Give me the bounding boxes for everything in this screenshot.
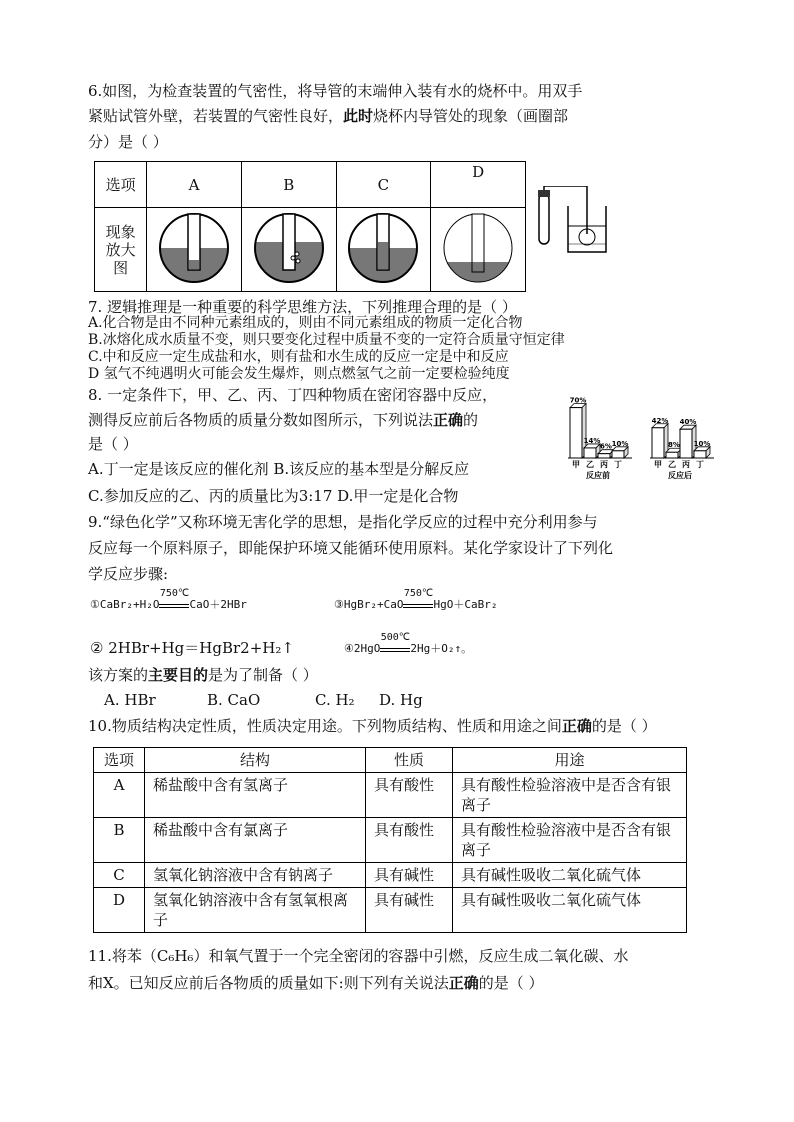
q8-line2-text: 测得反应前后各物质的质量分数如图所示，下列说法	[88, 411, 434, 429]
q6-option-a: A	[147, 162, 242, 208]
q6-line1: 6.如图，为检查装置的气密性，将导管的末端伸入装有水的烧杯中。用双手	[88, 82, 583, 100]
q6-line2-text: 紧贴试管外壁，若装置的气密性良好，	[88, 107, 344, 125]
beaker-circle-d-icon	[438, 212, 518, 284]
q7-option-a: A.化合物是由不同种元素组成的，则由不同元素组成的物质一定化合物	[88, 315, 523, 331]
q6-option-d: D	[431, 162, 526, 208]
q6-row1-label: 选项	[95, 162, 147, 208]
eq3-condition: 750℃	[403, 588, 434, 599]
eq4-sign	[380, 648, 410, 652]
category-label: 丁	[696, 460, 704, 469]
q10-cell: 氢氧化钠溶液中含有氢氧根离子	[145, 888, 366, 933]
category-label: 乙	[668, 460, 676, 469]
q10-stem	[88, 715, 657, 737]
data-label: 10%	[693, 439, 711, 448]
category-label: 丁	[614, 460, 622, 469]
data-label: 8%	[668, 441, 680, 450]
eq3-sign	[403, 604, 433, 608]
q8-bold: 正确	[433, 411, 464, 429]
chart-bar	[570, 408, 582, 458]
beaker-circle-b-icon	[249, 212, 329, 284]
q6-bold: 此时	[343, 107, 374, 125]
category-label: 甲	[572, 460, 580, 469]
chart-title: 反应前	[586, 471, 610, 480]
apparatus-diagram	[532, 186, 612, 262]
q10-cell: D	[94, 888, 145, 933]
q11-line2	[88, 972, 544, 994]
eq1-right: CaO＋2HBr	[189, 598, 247, 611]
q8-line3: 是（ ）	[88, 435, 138, 453]
eq1-left: ①CaBr₂+H₂O	[90, 598, 160, 611]
q9-option-a: A. HBr	[104, 691, 156, 709]
category-label: 甲	[654, 460, 662, 469]
q9-option-b: B. CaO	[207, 691, 261, 709]
q7-stem: 7. 逻辑推理是一种重要的科学思维方法，下列推理合理的是（ ）	[88, 298, 517, 316]
table-row	[94, 773, 687, 818]
chart-bar	[652, 428, 664, 458]
q10-header-structure: 结构	[145, 748, 366, 773]
data-label: 14%	[583, 436, 601, 445]
q7-option-c: C.中和反应一定生成盐和水，则有盐和水生成的反应一定是中和反应	[88, 349, 509, 365]
q6-figure-c	[336, 208, 431, 292]
q9-bold: 主要目的	[148, 666, 209, 684]
q9-line3: 学反应步骤:	[88, 565, 169, 583]
q6-row2-label-1: 现象	[105, 222, 136, 241]
data-label: 70%	[569, 396, 587, 405]
equation-3	[334, 588, 498, 612]
q10-cell: 氢氧化钠溶液中含有钠离子	[145, 863, 366, 888]
q8-line1: 8. 一定条件下，甲、乙、丙、丁四种物质在密闭容器中反应，	[88, 386, 498, 404]
q10-cell: 具有碱性	[366, 863, 453, 888]
q9-line1: 9.“绿色化学”又称环境无害化学的思想，是指化学反应的过程中充分利用参与	[88, 513, 598, 531]
eq4-left: ④2HgO	[344, 642, 381, 655]
q10-cell: C	[94, 863, 145, 888]
q7-option-d: D 氢气不纯遇明火可能会发生爆炸，则点燃氢气之前一定要检验纯度	[88, 366, 510, 382]
equation-1	[90, 588, 247, 612]
data-label: 6%	[600, 442, 612, 451]
equation-4	[344, 632, 473, 656]
q10-cell: 具有碱性吸收二氧化硫气体	[453, 888, 687, 933]
q6-figure-d	[431, 208, 526, 292]
beaker-circle-c-icon	[343, 212, 423, 284]
chart-bar	[680, 429, 692, 458]
q10-stem-text2: 的是（ ）	[591, 717, 657, 735]
chart-bar	[612, 451, 624, 458]
category-label: 乙	[586, 460, 594, 469]
q10-cell: A	[94, 773, 145, 818]
chart-title: 反应后	[668, 471, 692, 480]
q10-header-property: 性质	[366, 748, 453, 773]
eq4-right: 2Hg＋O₂↑。	[410, 642, 473, 655]
q10-cell: 具有酸性	[366, 773, 453, 818]
q6-figure-b	[241, 208, 336, 292]
eq3-left: ③HgBr₂+CaO	[334, 598, 404, 611]
q6-line2	[88, 105, 568, 127]
q9-purpose-text2: 是为了制备（ ）	[208, 666, 318, 684]
q8-options-ab: A.丁一定是该反应的催化剂 B.该反应的基本型是分解反应	[88, 460, 470, 478]
q10-header-option: 选项	[94, 748, 145, 773]
chart-bar	[666, 452, 678, 458]
q7-option-b: B.冰熔化成水质量不变，则只要变化过程中质量不变的一定符合质量守恒定律	[88, 332, 565, 348]
q9-line2: 反应每一个原料原子，即能保护环境又能循环使用原料。某化学家设计了下列化	[88, 539, 614, 557]
category-label: 丙	[682, 460, 690, 469]
q10-stem-text: 10.物质结构决定性质，性质决定用途。下列物质结构、性质和用途之间	[88, 717, 562, 735]
table-row	[94, 863, 687, 888]
q6-row2-label	[95, 208, 147, 292]
q6-option-b: B	[241, 162, 336, 208]
q10-cell: 稀盐酸中含有氢离子	[145, 773, 366, 818]
q10-cell: 稀盐酸中含有氯离子	[145, 818, 366, 863]
q10-bold: 正确	[561, 717, 592, 735]
chart-bar	[598, 454, 610, 458]
q6-figure-a	[147, 208, 242, 292]
table-row	[94, 888, 687, 933]
mass-fraction-chart	[562, 392, 732, 484]
category-label: 丙	[600, 460, 608, 469]
q10-cell: 具有酸性检验溶液中是否含有银离子	[453, 773, 687, 818]
q10-cell: 具有碱性	[366, 888, 453, 933]
eq3-right: HgO＋CaBr₂	[433, 598, 498, 611]
q10-cell: 具有酸性	[366, 818, 453, 863]
eq1-condition: 750℃	[159, 588, 190, 599]
q9-option-c: C. H₂	[315, 691, 355, 709]
q11-line1: 11.将苯（C₆H₆）和氧气置于一个完全密闭的容器中引燃，反应生成二氧化碳、水	[88, 947, 629, 965]
q10-cell: B	[94, 818, 145, 863]
chart-bar	[584, 448, 596, 458]
q6-option-table	[94, 161, 526, 292]
q10-table	[93, 747, 687, 933]
chart-bar	[694, 451, 706, 458]
data-label: 40%	[679, 418, 697, 427]
table-row	[94, 818, 687, 863]
q10-cell: 具有酸性检验溶液中是否含有银离子	[453, 818, 687, 863]
q11-bold: 正确	[448, 974, 479, 992]
eq4-condition: 500℃	[380, 632, 410, 643]
q10-cell: 具有碱性吸收二氧化硫气体	[453, 863, 687, 888]
data-label: 42%	[651, 416, 669, 425]
eq1-sign	[159, 604, 189, 608]
q9-option-d: D. Hg	[379, 691, 423, 709]
q11-line2-text: 和X。已知反应前后各物质的质量如下:则下列有关说法	[88, 974, 449, 992]
q10-header-usage: 用途	[453, 748, 687, 773]
q6-row2-label-3: 图	[113, 258, 129, 277]
q9-options	[104, 691, 423, 709]
data-label: 10%	[611, 439, 629, 448]
q8-line2-text2: 的	[463, 411, 479, 429]
q6-row2-label-2: 放大	[105, 240, 136, 259]
q6-line2-text2: 烧杯内导管处的现象（画圈部	[373, 107, 569, 125]
q11-line2-text2: 的是（ ）	[478, 974, 544, 992]
equation-2: ② 2HBr+Hg＝HgBr2+H₂↑	[90, 639, 294, 657]
q8-options-cd: C.参加反应的乙、丙的质量比为3:17 D.甲一定是化合物	[88, 487, 459, 505]
q9-purpose	[88, 664, 318, 686]
q9-purpose-text: 该方案的	[88, 666, 149, 684]
q6-option-c: C	[336, 162, 431, 208]
q6-line3: 分）是（ ）	[88, 133, 168, 151]
q8-line2	[88, 409, 478, 431]
beaker-circle-a-icon	[154, 212, 234, 284]
